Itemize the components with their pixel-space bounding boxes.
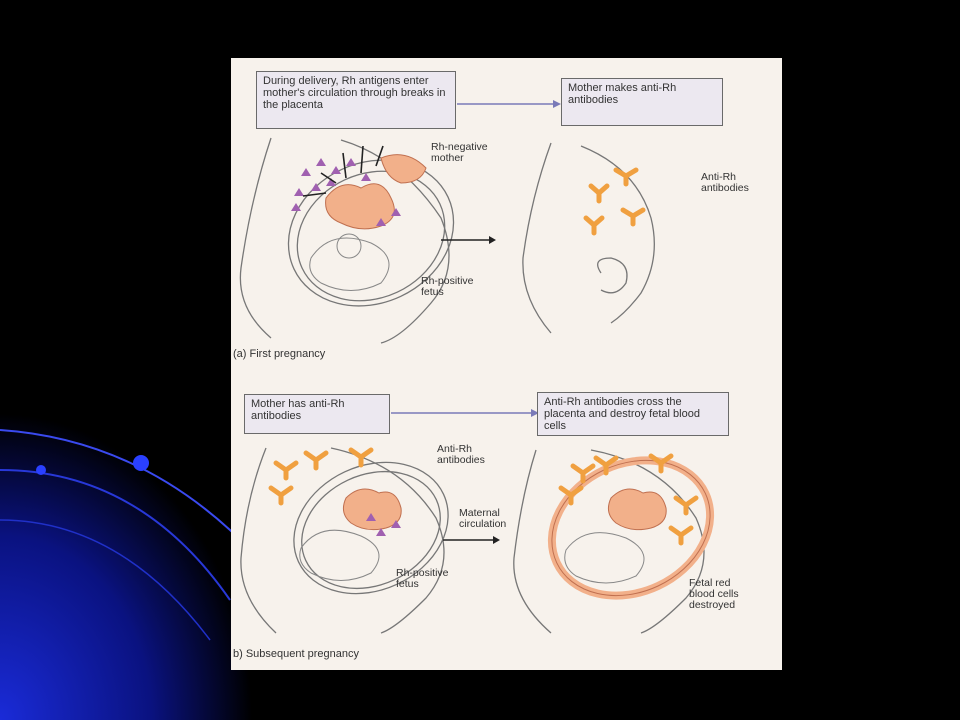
label-rh-positive-fetus-b: Rh-positive fetus <box>396 567 449 590</box>
placenta-b2 <box>608 489 666 530</box>
panel-b-left-box <box>244 394 390 434</box>
placenta-b <box>343 489 401 530</box>
label-anti-rh-antibodies-a: Anti-Rh antibodies <box>701 171 749 194</box>
mother-figure-b2 <box>514 450 704 633</box>
caption-subsequent-pregnancy: b) Subsequent pregnancy <box>233 648 359 660</box>
panel-b-right-box-text: Anti-Rh antibodies cross the placenta and destroy fetal blood cells <box>544 396 700 432</box>
label-fetal-cells-destroyed: Fetal red blood cells destroyed <box>689 577 739 611</box>
panel-b-right-box <box>537 392 729 436</box>
antibodies-a <box>586 170 643 233</box>
panel-a-right-box <box>561 78 723 126</box>
label-rh-positive-fetus-a: Rh-positive fetus <box>421 275 474 298</box>
mother-figure-b <box>241 438 470 633</box>
rh-incompatibility-figure <box>231 58 782 670</box>
fetus-b <box>300 530 379 580</box>
label-maternal-circulation: Maternal circulation <box>459 507 507 530</box>
label-rh-negative-mother: Rh-negative mother <box>431 141 488 164</box>
panel-a-left-box-text: During delivery, Rh antigens enter mother's circulation through breaks in the placenta <box>263 75 446 111</box>
label-anti-rh-antibodies-b: Anti-Rh antibodies <box>437 443 485 466</box>
panel-b-left-box-text: Mother has anti-Rh antibodies <box>251 398 345 422</box>
mother-figure-a <box>240 134 477 343</box>
fetus-b2 <box>565 533 644 583</box>
panel-a-right-box-text: Mother makes anti-Rh antibodies <box>568 82 677 106</box>
caption-first-pregnancy: (a) First pregnancy <box>233 348 326 360</box>
panel-a-left-box <box>256 71 456 129</box>
fetus-a <box>310 234 389 291</box>
